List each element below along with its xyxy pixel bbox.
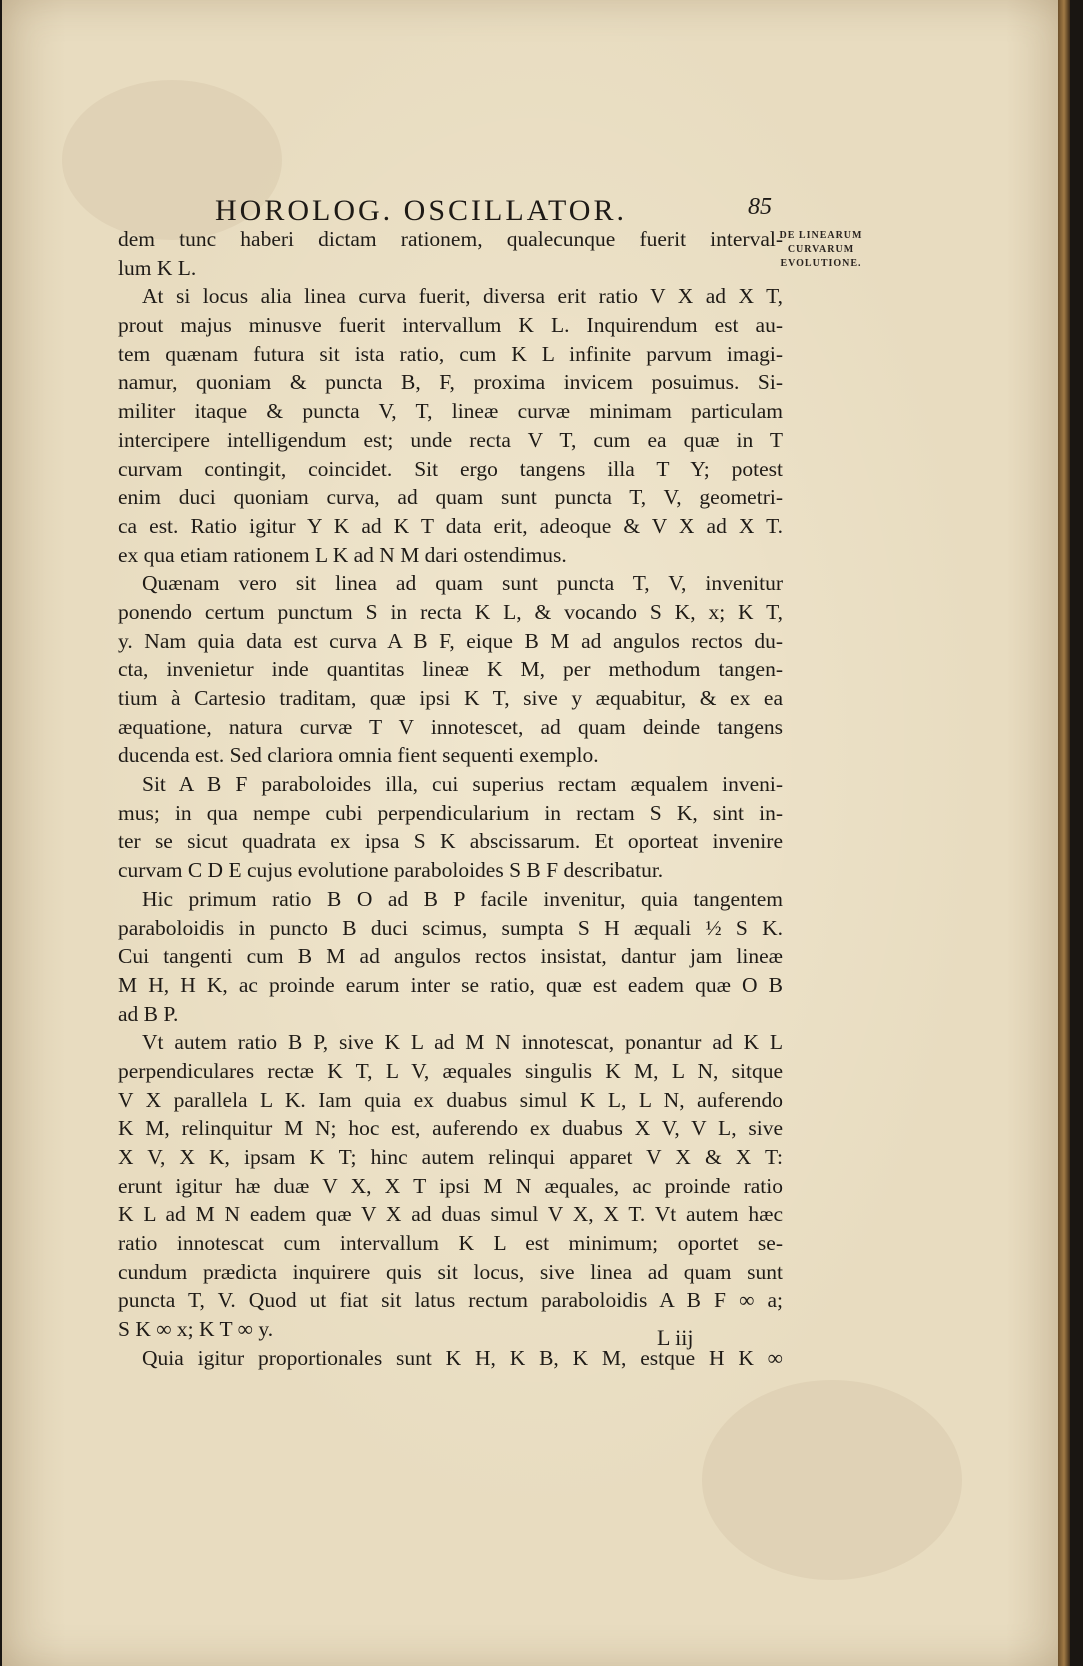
- book-page: [2, 0, 1070, 1666]
- page-number: 85: [748, 194, 772, 220]
- margin-note-line: EVOLUTIONE.: [780, 258, 862, 269]
- running-title: HOROLOG. OSCILLATOR.: [215, 194, 627, 227]
- page-edge: [1058, 0, 1070, 1666]
- text-line: curvam contingit, coincidet. Sit ergo tangens illa T Y; potest: [118, 456, 783, 481]
- text-line: ter se sicut quadrata ex ipsa S K abscissarum. Et oporteat invenire: [118, 829, 783, 854]
- text-line: tem quænam futura sit ista ratio, cum K L infinite parvum imagi-: [118, 341, 783, 366]
- text-line: ponendo certum punctum S in recta K L, & vocando S K, x; K T,: [118, 599, 783, 624]
- text-line: puncta T, V. Quod ut fiat sit latus rectum paraboloidis A B F ∞ a;: [118, 1288, 783, 1313]
- paper-stain: [702, 1380, 962, 1580]
- text-line: ad B P.: [118, 1001, 179, 1026]
- text-line: enim duci quoniam curva, ad quam sunt puncta T, V, geometri-: [118, 485, 783, 510]
- text-line: X V, X K, ipsam K T; hinc autem relinqui apparet V X & X T:: [118, 1145, 783, 1169]
- body-text: [118, 225, 783, 1373]
- text-line: Vt autem ratio B P, sive K L ad M N innotescat, ponantur ad K L: [142, 1030, 783, 1055]
- text-line: cundum prædicta inquirere quis sit locus, sive linea ad quam sunt: [118, 1259, 783, 1284]
- text-line: At si locus alia linea curva fuerit, diversa erit ratio V X ad X T,: [142, 284, 783, 309]
- text-line: lum K L.: [118, 255, 197, 280]
- text-line: perpendiculares rectæ K T, L V, æquales singulis K M, L N, sitque: [118, 1058, 783, 1083]
- text-line: intercipere intelligendum est; unde recta V T, cum ea quæ in T: [118, 427, 783, 452]
- text-line: mus; in qua nempe cubi perpendicularium in rectam S K, sint in-: [118, 800, 783, 825]
- text-line: paraboloidis in puncto B duci scimus, sumpta S H æquali ½ S K.: [118, 915, 783, 940]
- text-line: Quænam vero sit linea ad quam sunt puncta T, V, invenitur: [142, 571, 783, 596]
- text-line: ratio innotescat cum intervallum K L est minimum; oportet se-: [118, 1231, 783, 1256]
- text-line: erunt igitur hæ duæ V X, X T ipsi M N æquales, ac proinde ratio: [118, 1173, 783, 1198]
- text-line: Quia igitur proportionales sunt K H, K B, K M, estque H K ∞: [142, 1345, 783, 1370]
- text-line: M H, H K, ac proinde earum inter se ratio, quæ est eadem quæ O B: [118, 972, 783, 997]
- text-line: Cui tangenti cum B M ad angulos rectos insistat, dantur jam lineæ: [118, 944, 783, 969]
- text-line: tium à Cartesio traditam, quæ ipsi K T, sive y æquabitur, & ex ea: [118, 686, 783, 710]
- text-line: curvam C D E cujus evolutione paraboloides S B F describatur.: [118, 858, 664, 883]
- text-line: prout majus minusve fuerit intervallum K L. Inquirendum est au-: [118, 313, 783, 338]
- text-line: Sit A B F paraboloides illa, cui superius rectam æqualem inveni-: [142, 772, 783, 797]
- text-line: Hic primum ratio B O ad B P facile invenitur, quia tangentem: [142, 886, 783, 911]
- text-line: y. Nam quia data est curva A B F, eique B M ad angulos rectos du-: [118, 628, 783, 653]
- text-line: namur, quoniam & puncta B, F, proxima invicem posuimus. Si-: [118, 370, 783, 395]
- text-line: S K ∞ x; K T ∞ y.: [118, 1317, 274, 1342]
- text-line: ducenda est. Sed clariora omnia fient sequenti exemplo.: [118, 743, 599, 768]
- signature-mark: L iij: [657, 1325, 694, 1350]
- text-line: cta, invenietur inde quantitas lineæ K M, per methodum tangen-: [118, 657, 783, 682]
- margin-note-line: CURVARUM: [787, 244, 855, 255]
- margin-note-line: DE LINEARUM: [779, 230, 863, 241]
- text-line: V X parallela L K. Iam quia ex duabus simul K L, L N, auferendo: [118, 1087, 783, 1112]
- text-line: militer itaque & puncta V, T, lineæ curvæ minimam particulam: [118, 399, 783, 424]
- text-line: K L ad M N eadem quæ V X ad duas simul V X, X T. Vt autem hæc: [118, 1202, 783, 1227]
- text-line: K M, relinquitur M N; hoc est, auferendo ex duabus X V, V L, sive: [118, 1116, 783, 1141]
- margin-note: [772, 229, 870, 271]
- text-line: dem tunc haberi dictam rationem, qualecunque fuerit interval-: [118, 227, 783, 251]
- text-line: ex qua etiam rationem L K ad N M dari ostendimus.: [118, 542, 567, 567]
- text-line: ca est. Ratio igitur Y K ad K T data erit, adeoque & V X ad X T.: [118, 513, 783, 538]
- text-line: æquatione, natura curvæ T V innotescet, ad quam deinde tangens: [118, 714, 783, 739]
